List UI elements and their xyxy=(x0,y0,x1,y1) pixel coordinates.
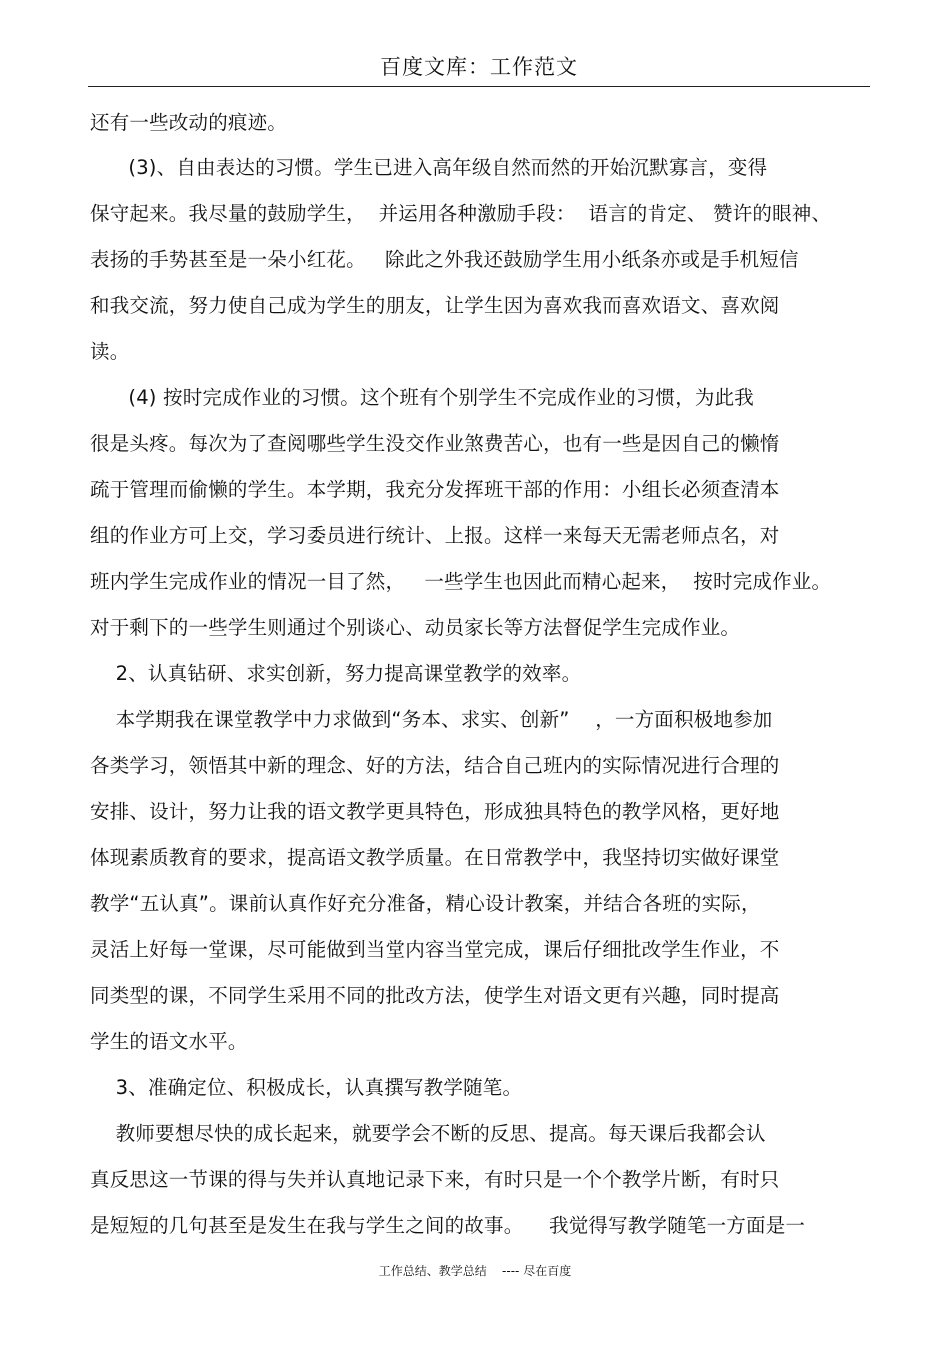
text-line: 表扬的手势甚至是一朵小红花。 除此之外我还鼓励学生用小纸条亦或是手机短信 xyxy=(90,248,799,271)
text-line: 读。 xyxy=(90,340,130,363)
text-line: 是短短的几句甚至是发生在我与学生之间的故事。 我觉得写教学随笔一方面是一 xyxy=(90,1214,806,1237)
text-line: 本学期我在课堂教学中力求做到“务本、求实、创新” ，一方面积极地参加 xyxy=(90,708,773,731)
text-line: (4) 按时完成作业的习惯。这个班有个别学生不完成作业的习惯，为此我 xyxy=(90,386,755,409)
text-line: 同类型的课，不同学生采用不同的批改方法，使学生对语文更有兴趣，同时提高 xyxy=(90,984,780,1007)
text-line: 学生的语文水平。 xyxy=(90,1030,248,1053)
text-line: 还有一些改动的痕迹。 xyxy=(90,111,288,134)
text-line: 对于剩下的一些学生则通过个别谈心、动员家长等方法督促学生完成作业。 xyxy=(90,616,741,639)
text-line: 组的作业方可上交，学习委员进行统计、上报。这样一来每天无需老师点名，对 xyxy=(90,524,780,547)
text-line: 和我交流，努力使自己成为学生的朋友，让学生因为喜欢我而喜欢语文、喜欢阅 xyxy=(90,294,780,317)
text-line: 真反思这一节课的得与失并认真地记录下来，有时只是一个个教学片断，有时只 xyxy=(90,1168,780,1191)
text-line: 灵活上好每一堂课，尽可能做到当堂内容当堂完成，课后仔细批改学生作业，不 xyxy=(90,938,780,961)
text-line: 很是头疼。每次为了查阅哪些学生没交作业煞费苦心，也有一些是因自己的懒惰 xyxy=(90,432,780,455)
text-line: 疏于管理而偷懒的学生。本学期，我充分发挥班干部的作用：小组长必须查清本 xyxy=(90,478,780,501)
text-line: (3)、自由表达的习惯。学生已进入高年级自然而然的开始沉默寡言，变得 xyxy=(90,156,768,179)
text-line: 各类学习，领悟其中新的理念、好的方法，结合自己班内的实际情况进行合理的 xyxy=(90,754,780,777)
page-header xyxy=(88,48,870,87)
text-line: 班内学生完成作业的情况一目了然， 一些学生也因此而精心起来， 按时完成作业。 xyxy=(90,570,832,593)
section-heading: 2、认真钻研、求实创新，努力提高课堂教学的效率。 xyxy=(90,662,582,685)
section-heading: 3、准确定位、积极成长，认真撰写教学随笔。 xyxy=(90,1076,523,1099)
header-title: 百度文库：工作范文 xyxy=(380,55,578,79)
text-line: 体现素质教育的要求，提高语文教学质量。在日常教学中，我坚持切实做好课堂 xyxy=(90,846,780,869)
text-line: 教师要想尽快的成长起来，就要学会不断的反思、提高。每天课后我都会认 xyxy=(90,1122,766,1145)
page-footer: 工作总结、教学总结 ---- 尽在百度 xyxy=(378,1264,572,1278)
text-line: 保守起来。我尽量的鼓励学生， 并运用各种激励手段： 语言的肯定、 赞许的眼神、 xyxy=(90,202,832,225)
text-line: 安排、设计，努力让我的语文教学更具特色，形成独具特色的教学风格，更好地 xyxy=(90,800,780,823)
text-line: 教学“五认真”。课前认真作好充分准备，精心设计教案，并结合各班的实际， xyxy=(90,892,761,915)
